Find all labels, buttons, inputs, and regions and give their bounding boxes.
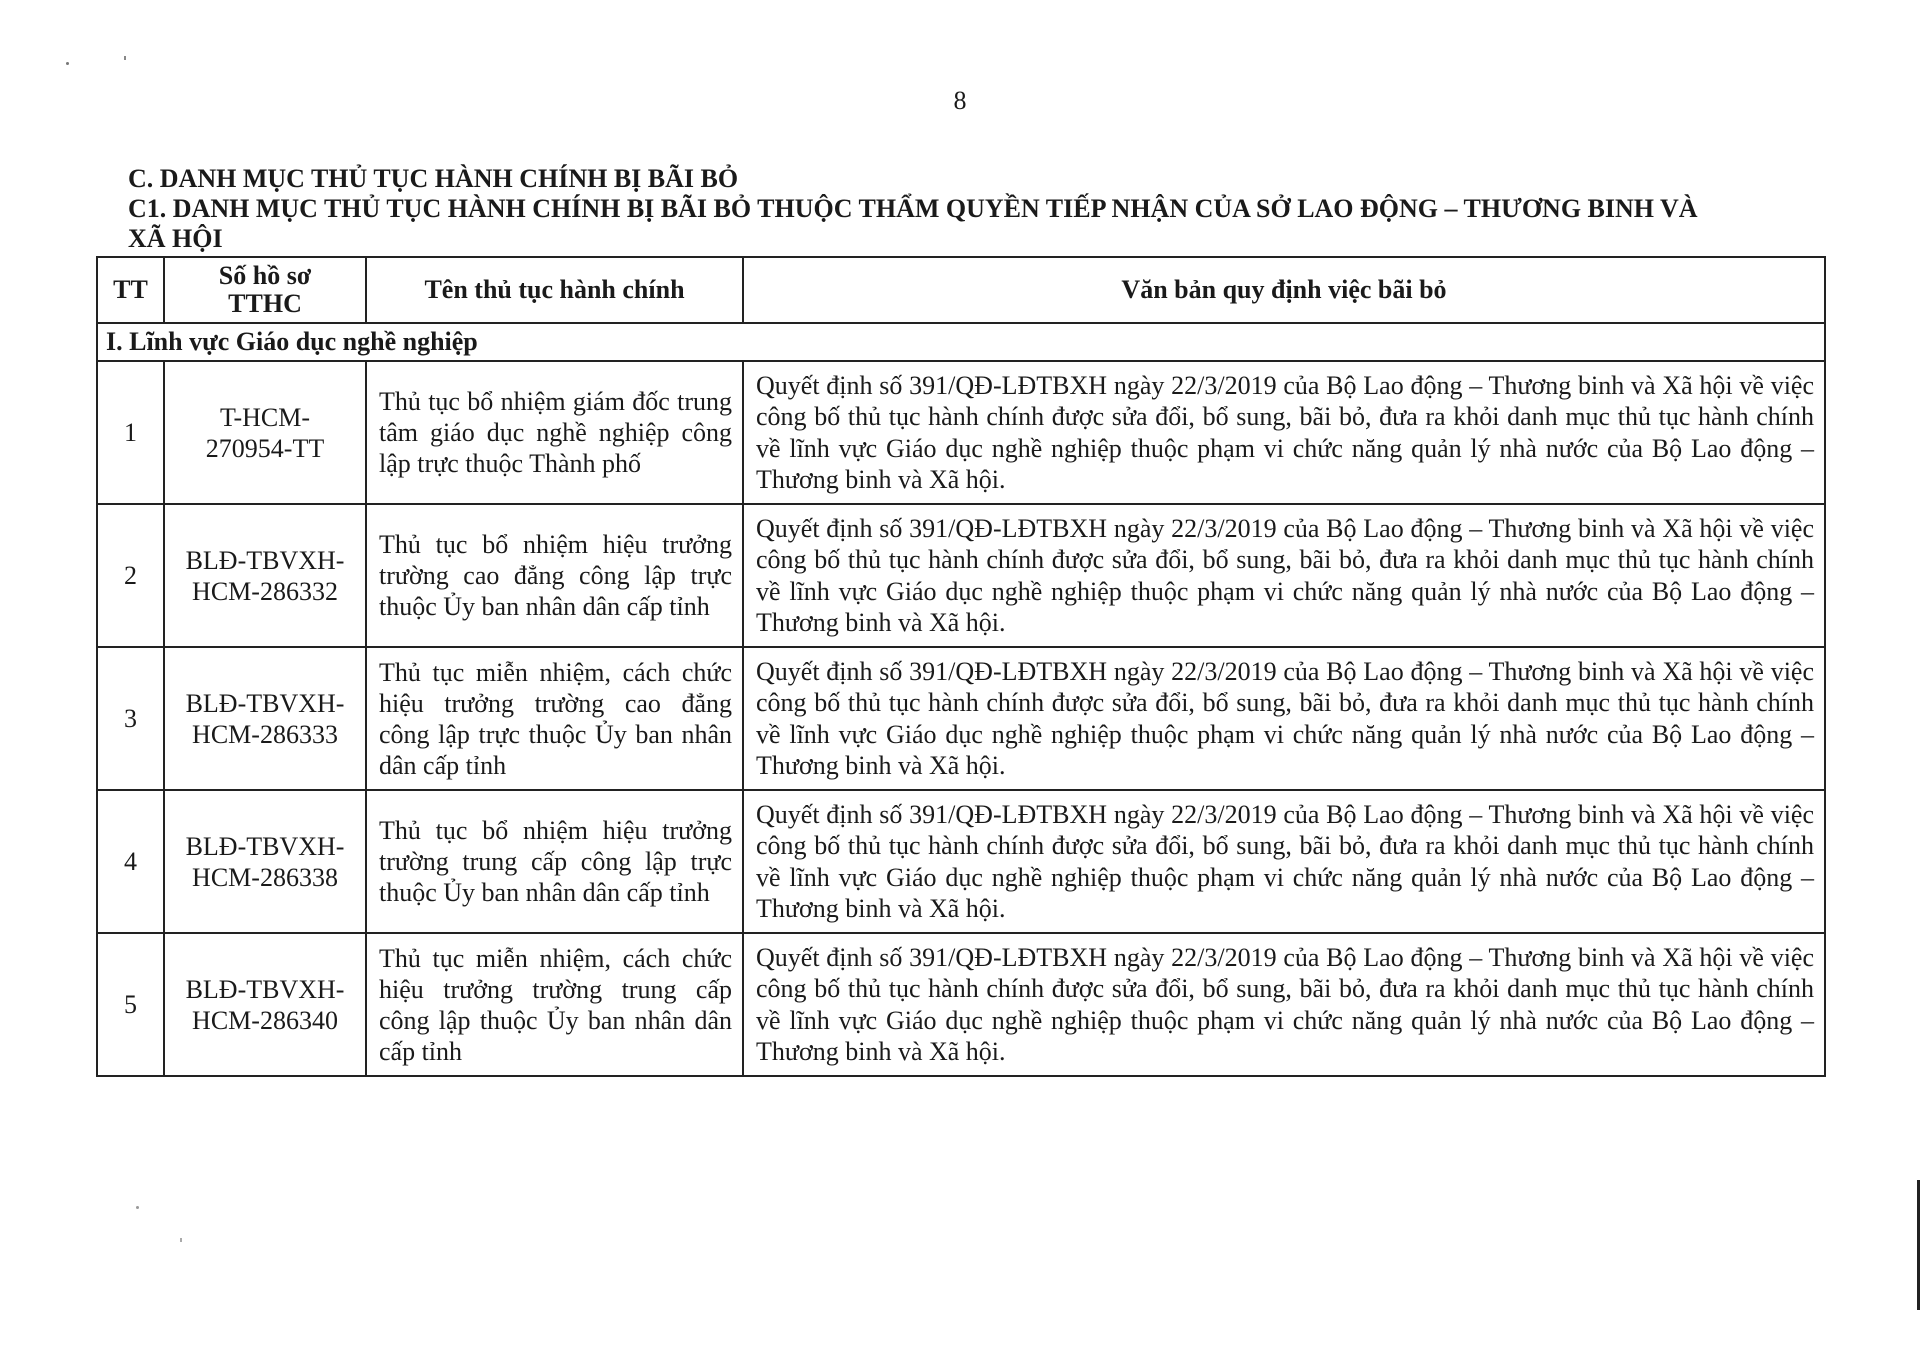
row-name: Thủ tục bổ nhiệm hiệu trưởng trường trung cấp công lập trực thuộc Ủy ban nhân dân cấp tỉnh (366, 790, 743, 933)
row-name: Thủ tục miễn nhiệm, cách chức hiệu trưởng trường cao đẳng công lập trực thuộc Ủy ban nhân dân cấp tỉnh (366, 647, 743, 790)
scan-speck (136, 1206, 139, 1209)
row-document: Quyết định số 391/QĐ-LĐTBXH ngày 22/3/2019 của Bộ Lao động – Thương binh và Xã hội về việc công bố thủ tục hành chính được sửa đổi, bổ sung, bãi bỏ, đưa ra khỏi danh mục thủ tục hành chính về lĩnh vực Giáo dục nghề nghiệp thuộc phạm vi chức năng quản lý nhà nước của Bộ Lao động – Thương binh và Xã hội. (743, 933, 1825, 1076)
procedures-table (96, 256, 1826, 1077)
row-document: Quyết định số 391/QĐ-LĐTBXH ngày 22/3/2019 của Bộ Lao động – Thương binh và Xã hội về việc công bố thủ tục hành chính được sửa đổi, bổ sung, bãi bỏ, đưa ra khỏi danh mục thủ tục hành chính về lĩnh vực Giáo dục nghề nghiệp thuộc phạm vi chức năng quản lý nhà nước của Bộ Lao động – Thương binh và Xã hội. (743, 647, 1825, 790)
scan-speck (124, 56, 126, 60)
row-tt: 2 (97, 504, 164, 647)
row-tt: 4 (97, 790, 164, 933)
row-document: Quyết định số 391/QĐ-LĐTBXH ngày 22/3/2019 của Bộ Lao động – Thương binh và Xã hội về việc công bố thủ tục hành chính được sửa đổi, bổ sung, bãi bỏ, đưa ra khỏi danh mục thủ tục hành chính về lĩnh vực Giáo dục nghề nghiệp thuộc phạm vi chức năng quản lý nhà nước của Bộ Lao động – Thương binh và Xã hội. (743, 790, 1825, 933)
page-number: 8 (953, 86, 967, 115)
section-row (97, 323, 1825, 361)
row-name: Thủ tục miễn nhiệm, cách chức hiệu trưởng trường trung cấp công lập thuộc Ủy ban nhân dân cấp tỉnh (366, 933, 743, 1076)
row-document: Quyết định số 391/QĐ-LĐTBXH ngày 22/3/2019 của Bộ Lao động – Thương binh và Xã hội về việc công bố thủ tục hành chính được sửa đổi, bổ sung, bãi bỏ, đưa ra khỏi danh mục thủ tục hành chính về lĩnh vực Giáo dục nghề nghiệp thuộc phạm vi chức năng quản lý nhà nước của Bộ Lao động – Thương binh và Xã hội. (743, 504, 1825, 647)
header-name: Tên thủ tục hành chính (366, 257, 743, 323)
row-tt: 5 (97, 933, 164, 1076)
table-row (97, 647, 1825, 790)
header-document: Văn bản quy định việc bãi bỏ (743, 257, 1825, 323)
table-header-row (97, 257, 1825, 323)
row-code: BLĐ-TBVXH-HCM-286332 (164, 504, 366, 647)
row-code: T-HCM-270954-TT (164, 361, 366, 504)
header-code: Số hồ sơ TTHC (164, 257, 366, 323)
headings (128, 164, 1828, 254)
table-row (97, 504, 1825, 647)
row-tt: 3 (97, 647, 164, 790)
row-document: Quyết định số 391/QĐ-LĐTBXH ngày 22/3/2019 của Bộ Lao động – Thương binh và Xã hội về việc công bố thủ tục hành chính được sửa đổi, bổ sung, bãi bỏ, đưa ra khỏi danh mục thủ tục hành chính về lĩnh vực Giáo dục nghề nghiệp thuộc phạm vi chức năng quản lý nhà nước của Bộ Lao động – Thương binh và Xã hội. (743, 361, 1825, 504)
header-tt: TT (97, 257, 164, 323)
scan-speck (180, 1238, 182, 1242)
row-name: Thủ tục bổ nhiệm giám đốc trung tâm giáo dục nghề nghiệp công lập trực thuộc Thành phố (366, 361, 743, 504)
row-code: BLĐ-TBVXH-HCM-286340 (164, 933, 366, 1076)
section-title: I. Lĩnh vực Giáo dục nghề nghiệp (97, 323, 1825, 361)
section-c-heading: C. DANH MỤC THỦ TỤC HÀNH CHÍNH BỊ BÃI BỎ (128, 164, 739, 193)
row-code: BLĐ-TBVXH-HCM-286333 (164, 647, 366, 790)
row-name: Thủ tục bổ nhiệm hiệu trưởng trường cao đẳng công lập trực thuộc Ủy ban nhân dân cấp tỉnh (366, 504, 743, 647)
section-c1-heading-line1: C1. DANH MỤC THỦ TỤC HÀNH CHÍNH BỊ BÃI BỎ THUỘC THẨM QUYỀN TIẾP NHẬN CỦA SỞ LAO ĐỘNG – THƯƠNG BINH VÀ (128, 194, 1698, 223)
table-row (97, 790, 1825, 933)
row-code: BLĐ-TBVXH-HCM-286338 (164, 790, 366, 933)
row-tt: 1 (97, 361, 164, 504)
table-row (97, 361, 1825, 504)
section-c1-heading-line2: XÃ HỘI (128, 224, 223, 253)
scan-speck (66, 62, 69, 65)
table-row (97, 933, 1825, 1076)
